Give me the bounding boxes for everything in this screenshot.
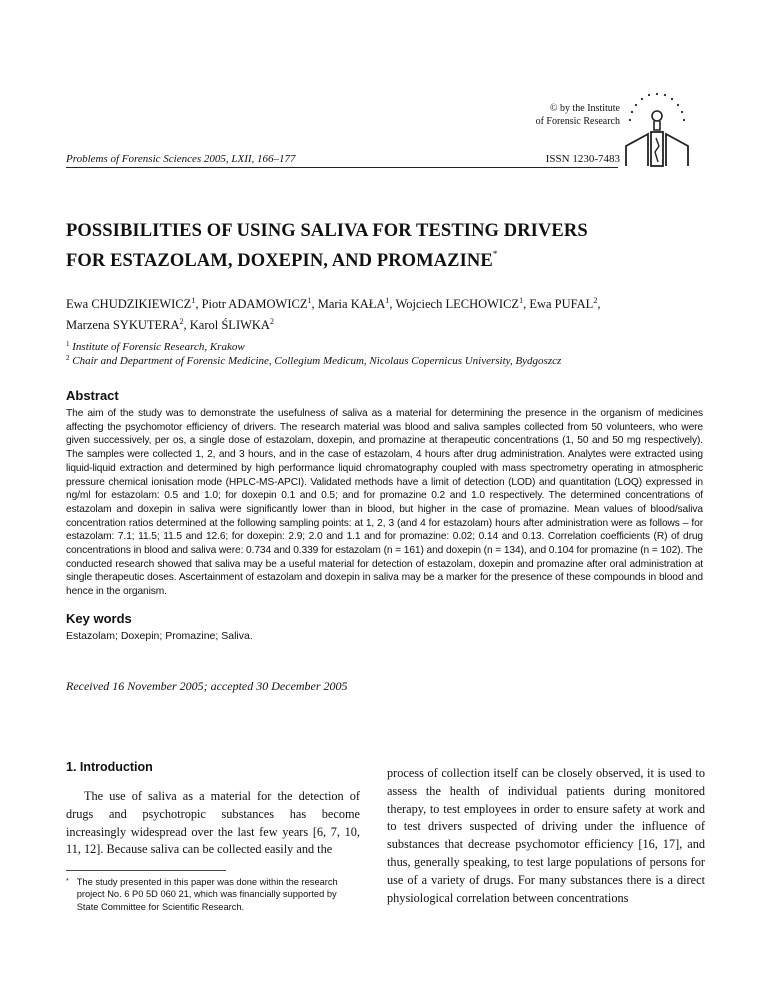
footnote-mark: * <box>66 878 69 885</box>
author: Ewa PUFAL$^2$, <box>529 296 601 311</box>
institute-logo <box>618 86 696 168</box>
abstract-heading: Abstract <box>66 388 119 403</box>
footnote-divider <box>66 870 226 871</box>
intro-left-column: The use of saliva as a material for the detection of drugs and psychotropic substances has become increasingly widespread over the last few years [6, 7, 10, 11, 12]. Because saliva can be collected easily and the <box>66 789 360 857</box>
header-divider <box>66 167 618 168</box>
copyright-line-1: © by the Institute <box>549 103 620 114</box>
affiliation-number: 1 <box>66 340 70 348</box>
received-dates: Received 16 November 2005; accepted 30 December 2005 <box>66 679 348 693</box>
copyright-notice <box>420 102 620 128</box>
intro-right-column: process of collection itself can be closely observed, it is used to assess the health of individual patients during monitored therapy, to test employees in order to ensure safety at work and to test drivers suspected of driving under the influence of substances that decrease psychomotor efficiency [16, 17], and thus, generally speaking, to test large populations of persons for use of a variety of drugs. For many substances there is a direct physiological correlation between concentrations <box>387 766 705 905</box>
affiliation-text: Institute of Forensic Research, Krakow <box>72 341 245 353</box>
title-line-2 <box>66 243 706 273</box>
author: Maria KAŁA$^1$, <box>317 296 396 311</box>
author: Marzena SYKUTERA$^2$, <box>66 317 190 332</box>
title-line-2-text: FOR ESTAZOLAM, DOXEPIN, AND PROMAZINE <box>66 251 493 271</box>
affiliation-text: Chair and Department of Forensic Medicine, Collegium Medicum, Nicolaus Copernicus University, Bydgoszcz <box>72 355 562 367</box>
title-footnote-mark: * <box>492 249 498 259</box>
author-list <box>66 292 716 334</box>
author: Piotr ADAMOWICZ$^1$, <box>201 296 318 311</box>
copyright-line-2: of Forensic Research <box>535 116 620 127</box>
keywords-heading: Key words <box>66 611 132 626</box>
section-heading-introduction: 1. Introduction <box>66 760 153 774</box>
author: Ewa CHUDZIKIEWICZ$^1$, <box>66 296 202 311</box>
title-line-1: POSSIBILITIES OF USING SALIVA FOR TESTING DRIVERS <box>66 221 588 241</box>
abstract-body: The aim of the study was to demonstrate the usefulness of saliva as a material for determining the presence in the organism of medicines affecting the psychomotor efficiency of drivers. The research material was blood and saliva samples collected from 50 volunteers, who were given successively, per os, a single dose of estazolam, doxepin, and promazine at therapeutic concentrations (1, 50 and 50 mg respectively). The samples were collected 1, 2, and 3 hours, and in the case of estazolam, 4 hours after drug administration. Analytes were extracted using liquid-liquid extraction and determined by high performance liquid chromatography coupled with mass spectrometry operating in atmospheric pressure chemical ionisation mode (HPLC-MS-APCI). Validated methods have a limit of detection (LOD) and quantitation (LOQ) expressed in ng/ml for estazolam: 0.5 and 1.0; for doxepin 0.1 and 0.5; and for promazine 0.2 and 1.0 respectively. The determined concentrations of estazolam and doxepin in saliva were significantly lower than in blood, but higher in the case of promazine. Mean values of blood/saliva concentration ratios determined at the following sampling points: at 1, 2, 3 (and 4 for estazolam) hours after administration were as follows – for estazolam: 7.1; 11.5; 11.5 and 12.6; for doxepin: 2.9; 2.0 and 1.1 and for promazine: 0.02; 0.14 and 0.13. Correlation coefficients (R) of drug concentrations in blood and saliva were: 0.734 and 0.339 for estazolam (n = 161) and doxepin (n = 134), and 0.104 for promazine (n = 102). The conducted research showed that saliva may be a useful material for detection of estazolam, doxepin and promazine after oral administration at single therapeutic doses. Ascertainment of estazolam and doxepin in saliva may be a marker for the presence of these compounds in blood and hence in the organism. <box>66 408 703 598</box>
footnote <box>66 876 360 913</box>
footnote-text: The study presented in this paper was done within the research project No. 6 P0 5D 060 21, which was financially supported by State Committee for Scientific Research. <box>76 877 338 912</box>
author: Karol ŚLIWKA$^2$ <box>189 317 274 332</box>
issn: ISSN 1230-7483 <box>545 153 620 165</box>
author: Wojciech LECHOWICZ$^1$, <box>395 296 530 311</box>
institute-logo-icon <box>618 86 696 168</box>
affiliation-2 <box>66 351 716 368</box>
paper-title <box>66 220 706 273</box>
keywords-list: Estazolam; Doxepin; Promazine; Saliva. <box>66 630 253 642</box>
affiliation-number: 2 <box>66 354 70 362</box>
journal-citation: Problems of Forensic Sciences 2005, LXII, 166–177 <box>66 153 296 165</box>
